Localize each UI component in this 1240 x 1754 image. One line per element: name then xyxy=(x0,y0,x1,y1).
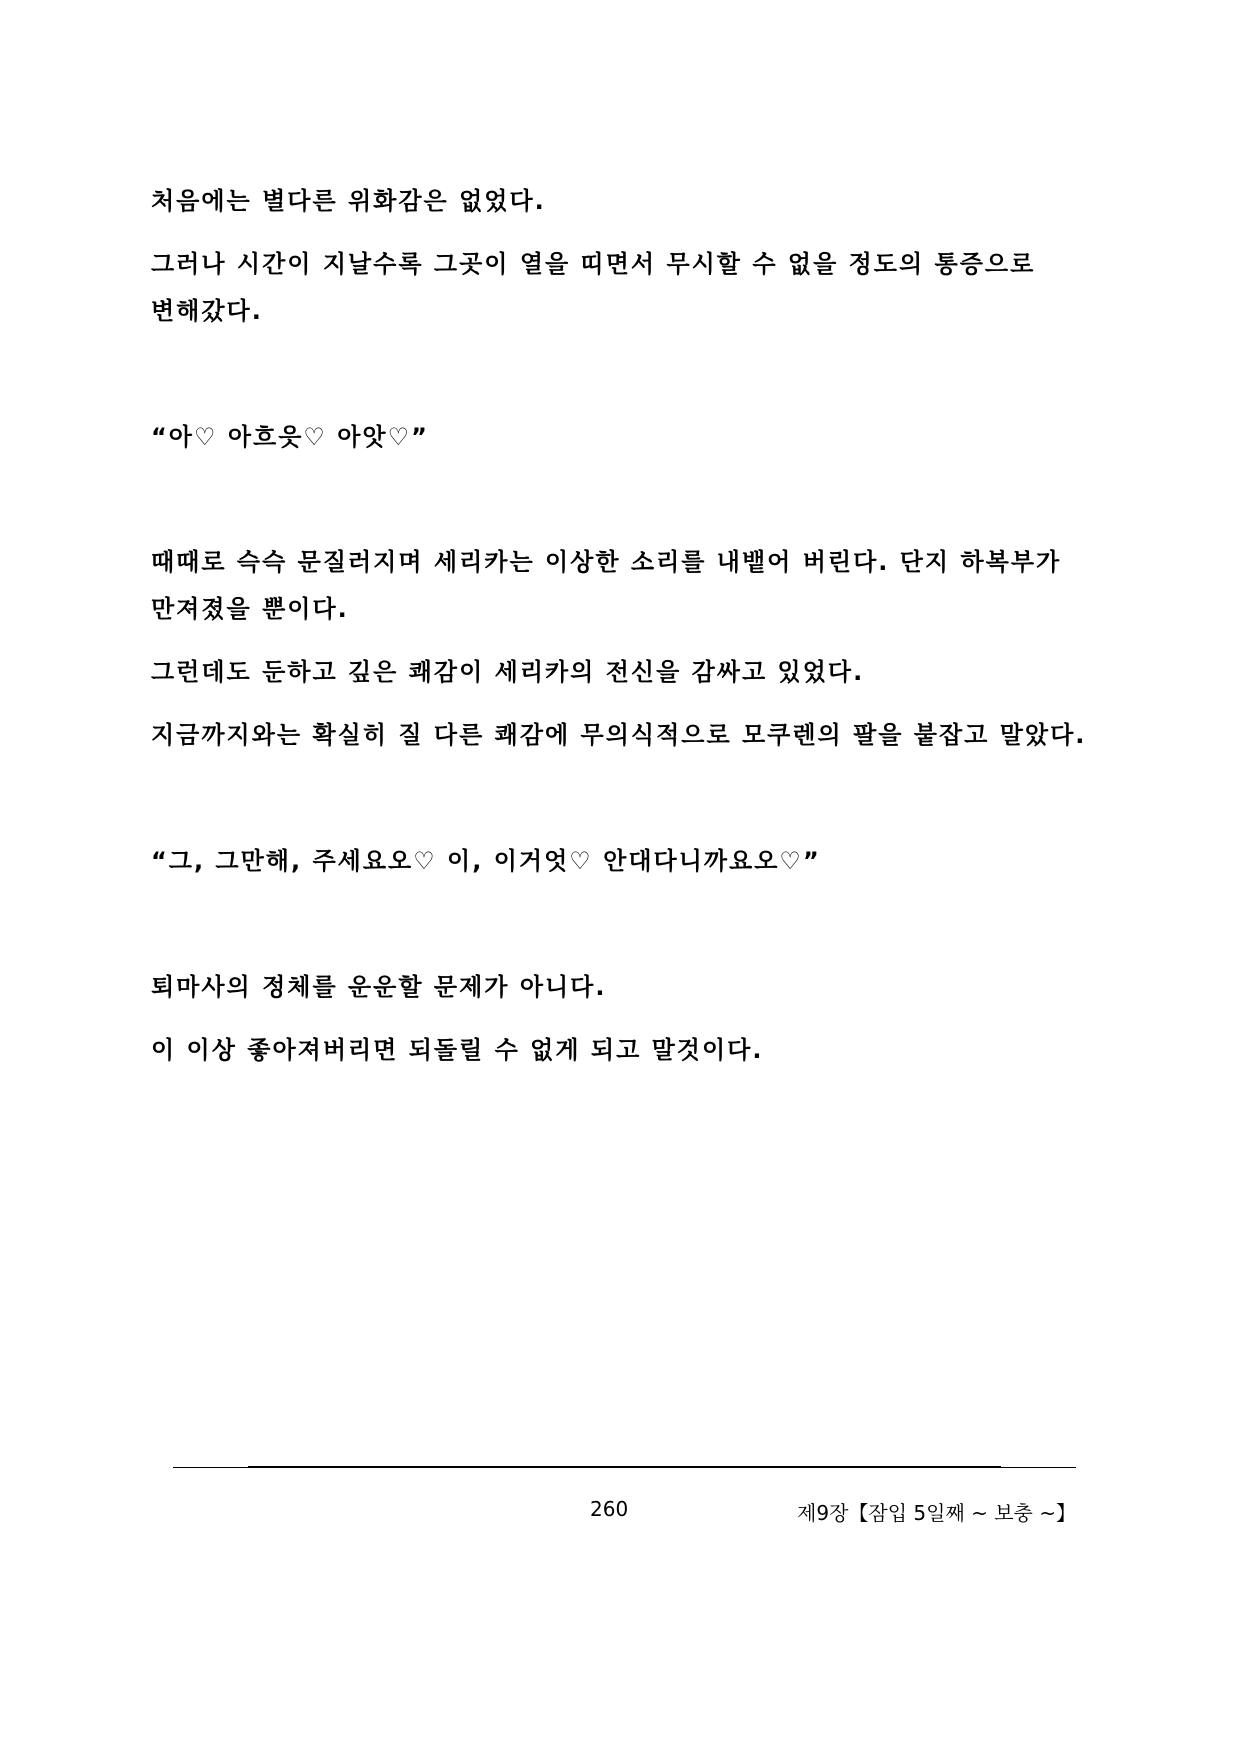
paragraph-line: 때때로 슥슥 문질러지며 세리카는 이상한 소리를 내뱉어 버린다. 단지 하복부가 xyxy=(151,548,1062,576)
paragraph-line: 그런데도 둔하고 깊은 쾌감이 세리카의 전신을 감싸고 있었다. xyxy=(151,658,865,686)
paragraph-line: 그러나 시간이 지날수록 그곳이 열을 띠면서 무시할 수 없을 정도의 통증으로 xyxy=(151,250,1036,278)
paragraph-line: 변해갔다. xyxy=(151,297,263,325)
footer-rule-accent xyxy=(248,1466,1001,1468)
paragraph-line: 처음에는 별다른 위화감은 없었다. xyxy=(151,187,546,215)
paragraph-line: 이 이상 좋아져버리면 되돌릴 수 없게 되고 말것이다. xyxy=(151,1036,764,1064)
paragraph-line: 지금까지와는 확실히 질 다른 쾌감에 무의식적으로 모쿠렌의 팔을 붙잡고 말았다. xyxy=(151,721,1087,749)
dialogue-line: “그, 그만해, 주세요오♡ 이, 이거엇♡ 안대다니까요오♡” xyxy=(151,847,821,875)
paragraph-line: 만져졌을 뿐이다. xyxy=(151,595,349,623)
paragraph-line: 퇴마사의 정체를 운운할 문제가 아니다. xyxy=(151,973,607,1001)
page-number: 260 xyxy=(590,1497,629,1521)
dialogue-line: “아♡ 아흐읏♡ 아앗♡” xyxy=(151,423,429,451)
running-chapter-title: 제9장【잠입 5일째 ~ 보충 ~】 xyxy=(797,1501,1076,1525)
